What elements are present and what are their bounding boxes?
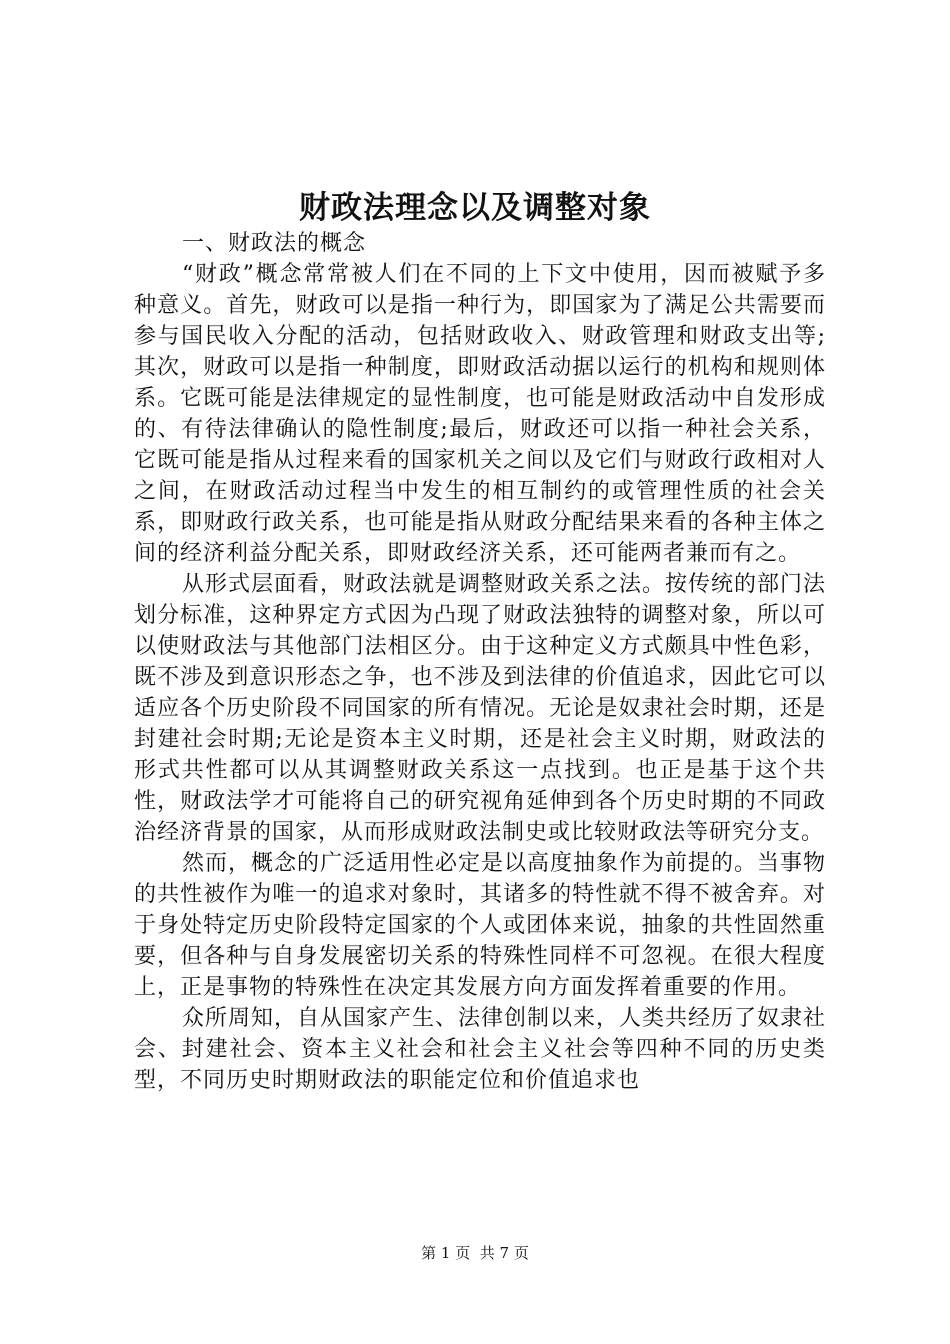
- paragraph-1: “财政”概念常常被人们在不同的上下文中使用，因而被赋予多种意义。首先，财政可以是指一种行为，即国家为了满足公共需要而参与国民收入分配的活动，包括财政收入、财政管理和财政支出等;其次，财政可以是指一种制度，即财政活动据以运行的机构和规则体系。它既可能是法律规定的显性制度，也可能是财政活动中自发形成的、有待法律确认的隐性制度;最后，财政还可以指一种社会关系，它既可能是指从过程来看的国家机关之间以及它们与财政行政相对人之间，在财政活动过程当中发生的相互制约的或管理性质的社会关系，即财政行政关系，也可能是指从财政分配结果来看的各种主体之间的经济利益分配关系，即财政经济关系，还可能两者兼而有之。: [134, 262, 826, 566]
- paragraph-2: 从形式层面看，财政法就是调整财政关系之法。按传统的部门法划分标准，这种界定方式因为凸现了财政法独特的调整对象，所以可以使财政法与其他部门法相区分。由于这种定义方式颇具中性色彩，既不涉及到意识形态之争，也不涉及到法律的价值追求，因此它可以适应各个历史阶段不同国家的所有情况。无论是奴隶社会时期，还是封建社会时期;无论是资本主义时期，还是社会主义时期，财政法的形式共性都可以从其调整财政关系这一点找到。也正是基于这个共性，财政法学才可能将自己的研究视角延伸到各个历史时期的不同政治经济背景的国家，从而形成财政法制史或比较财政法等研究分支。: [134, 572, 827, 845]
- section-heading: 一、财政法的概念: [182, 231, 367, 256]
- document-title: 财政法理念以及调整对象: [299, 190, 651, 226]
- page-footer: [0, 1242, 950, 1264]
- document-body: [134, 228, 826, 1096]
- page-number: 第 1 页 共 7 页: [421, 1244, 529, 1262]
- paragraph-3: 然而，概念的广泛适用性必定是以高度抽象作为前提的。当事物的共性被作为唯一的追求对象时，其诸多的特性就不得不被舍弃。对于身处特定历史阶段特定国家的个人或团体来说，抽象的共性固然重要，但各种与自身发展密切关系的特殊性同样不可忽视。在很大程度上，正是事物的特殊性在决定其发展方向方面发挥着重要的作用。: [134, 851, 827, 1000]
- paragraph-4: 众所周知，自从国家产生、法律创制以来，人类共经历了奴隶社会、封建社会、资本主义社会和社会主义社会等四种不同的历史类型，不同历史时期财政法的职能定位和价值追求也: [134, 1006, 827, 1093]
